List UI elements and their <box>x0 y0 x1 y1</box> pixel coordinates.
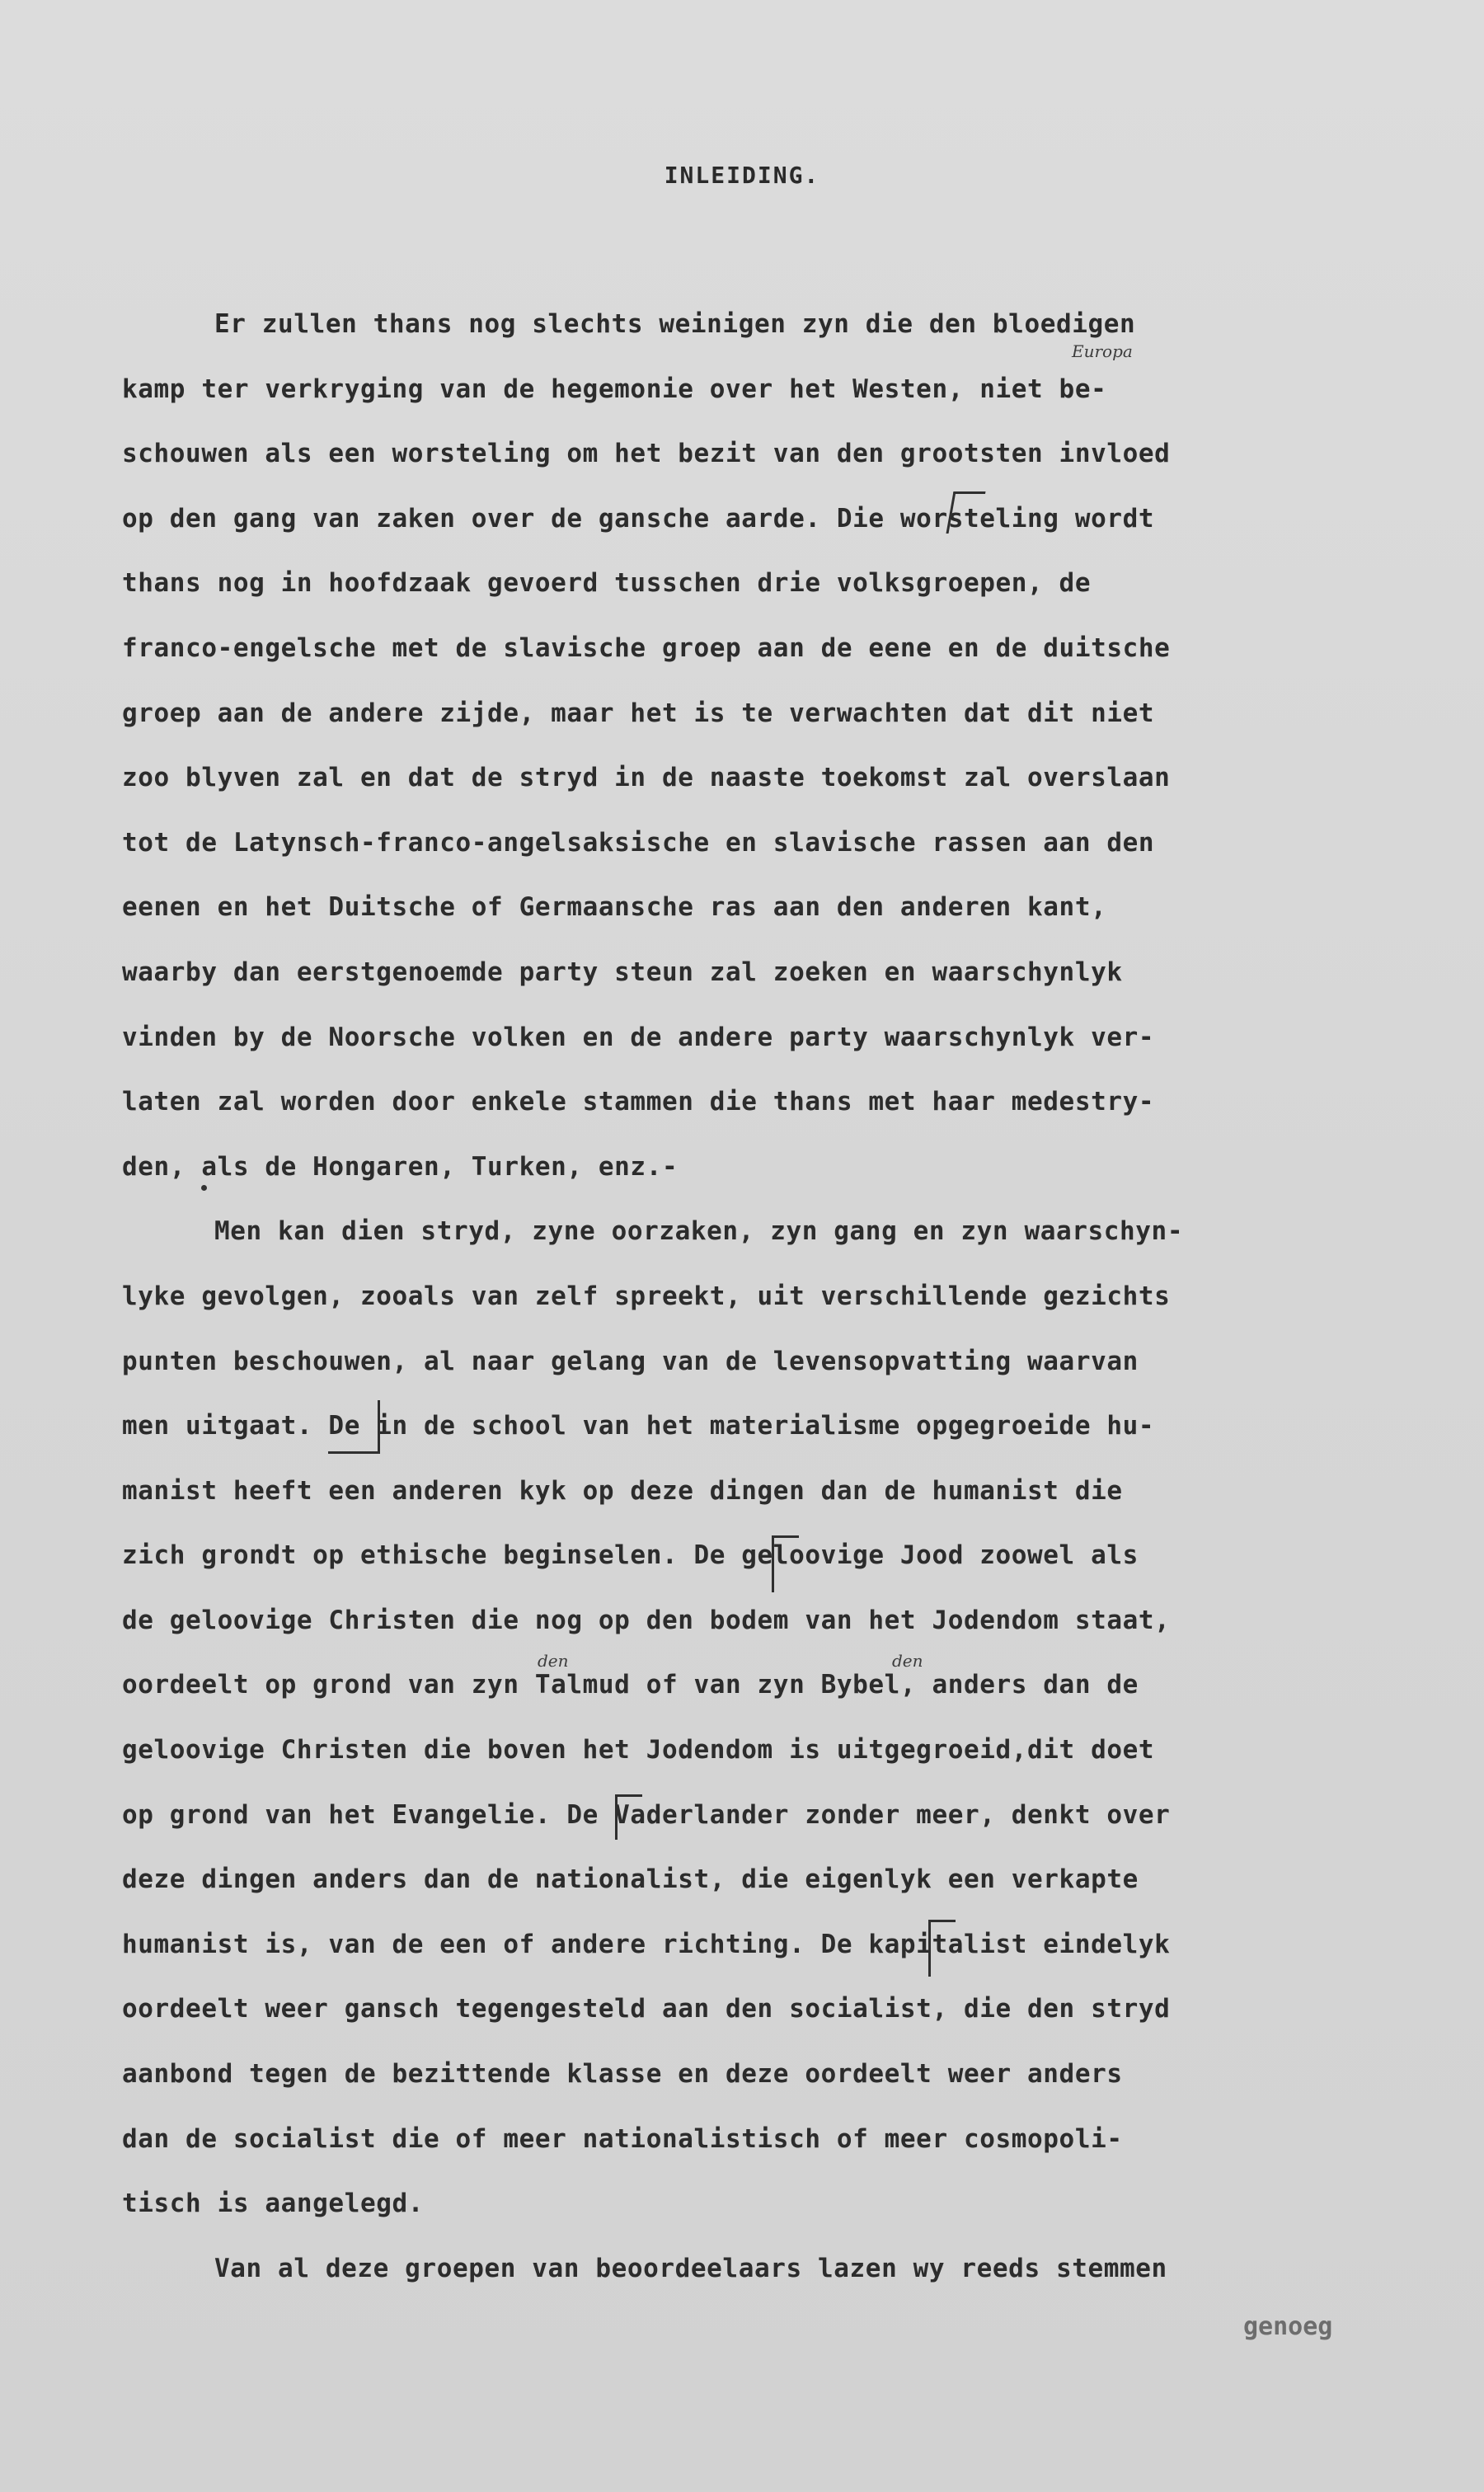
catchword: genoeg <box>1243 2312 1333 2341</box>
text-line: oordeelt weer gansch tegengesteld aan den socialist, die den stryd <box>122 1994 1171 2024</box>
text-line: waarby dan eerstgenoemde party steun zal zoeken en waarschynlyk <box>122 957 1123 987</box>
text-line: schouwen als een worsteling om het bezit van den grootsten invloed <box>122 439 1171 469</box>
text-line: men uitgaat. De in de school van het materialisme opgegroeide hu- <box>122 1411 1155 1441</box>
text-line: zich grondt op ethische beginselen. De geloovige Jood zoowel als <box>122 1540 1139 1571</box>
text-line: den, als de Hongaren, Turken, enz.- <box>122 1151 679 1182</box>
text-line: kamp ter verkryging van de hegemonie over het Westen, niet be- <box>122 374 1107 404</box>
text-line: tot de Latynsch-franco-angelsaksische en slavische rassen aan den <box>122 827 1155 858</box>
text-line: manist heeft een anderen kyk op deze dingen dan de humanist die <box>122 1475 1123 1506</box>
handwritten-insertion-europa: Europa <box>1072 341 1133 361</box>
text-line: Van al deze groepen van beoordeelaars lazen wy reeds stemmen <box>214 2253 1167 2283</box>
text-line: eenen en het Duitsche of Germaansche ras aan den anderen kant, <box>122 892 1107 923</box>
text-line: lyke gevolgen, zooals van zelf spreekt, uit verschillende gezichts <box>122 1281 1171 1311</box>
paragraph-break-mark <box>772 1535 799 1592</box>
text-line: geloovige Christen die boven het Jodendom is uitgegroeid,dit doet <box>122 1735 1155 1766</box>
text-line: de geloovige Christen die nog op den bodem van het Jodendom staat, <box>122 1605 1171 1635</box>
handwritten-insertion-den: den <box>538 1651 569 1671</box>
text-line: thans nog in hoofdzaak gevoerd tusschen drie volksgroepen, de <box>122 568 1092 599</box>
text-line: Men kan dien stryd, zyne oorzaken, zyn gang en zyn waarschyn- <box>214 1216 1184 1247</box>
text-line: laten zal worden door enkele stammen die thans met haar medestry- <box>122 1087 1155 1117</box>
text-line: vinden by de Noorsche volken en de andere party waarschynlyk ver- <box>122 1022 1155 1052</box>
text-line: deze dingen anders dan de nationalist, die eigenlyk een verkapte <box>122 1864 1139 1895</box>
text-line: op grond van het Evangelie. De Vaderlander zonder meer, denkt over <box>122 1799 1171 1830</box>
text-line: groep aan de andere zijde, maar het is te verwachten dat dit niet <box>122 698 1155 728</box>
paragraph-break-mark <box>328 1400 380 1454</box>
paragraph-break-mark <box>928 1920 956 1977</box>
text-line: dan de socialist die of meer nationalistisch of meer cosmopoli- <box>122 2123 1123 2154</box>
text-line: tisch is aangelegd. <box>122 2189 425 2219</box>
handwritten-insertion-den: den <box>892 1651 923 1671</box>
page-title: INLEIDING. <box>664 162 820 189</box>
text-line: humanist is, van de een of andere richting. De kapitalist eindelyk <box>122 1929 1171 1959</box>
text-line: aanbond tegen de bezittende klasse en deze oordeelt weer anders <box>122 2059 1123 2090</box>
text-line: franco-engelsche met de slavische groep aan de eene en de duitsche <box>122 632 1171 663</box>
text-line: Er zullen thans nog slechts weinigen zyn die den bloedigen <box>214 309 1136 339</box>
text-line: zoo blyven zal en dat de stryd in de naaste toekomst zal overslaan <box>122 763 1171 793</box>
text-line: punten beschouwen, al naar gelang van de levensopvatting waarvan <box>122 1346 1139 1376</box>
paragraph-break-mark <box>615 1794 642 1840</box>
body-text <box>122 292 1392 2301</box>
text-line: oordeelt op grond van zyn Talmud of van zyn Bybel, anders dan de <box>122 1670 1139 1700</box>
text-line: op den gang van zaken over de gansche aarde. Die worsteling wordt <box>122 503 1155 534</box>
ink-dot <box>201 1185 207 1191</box>
